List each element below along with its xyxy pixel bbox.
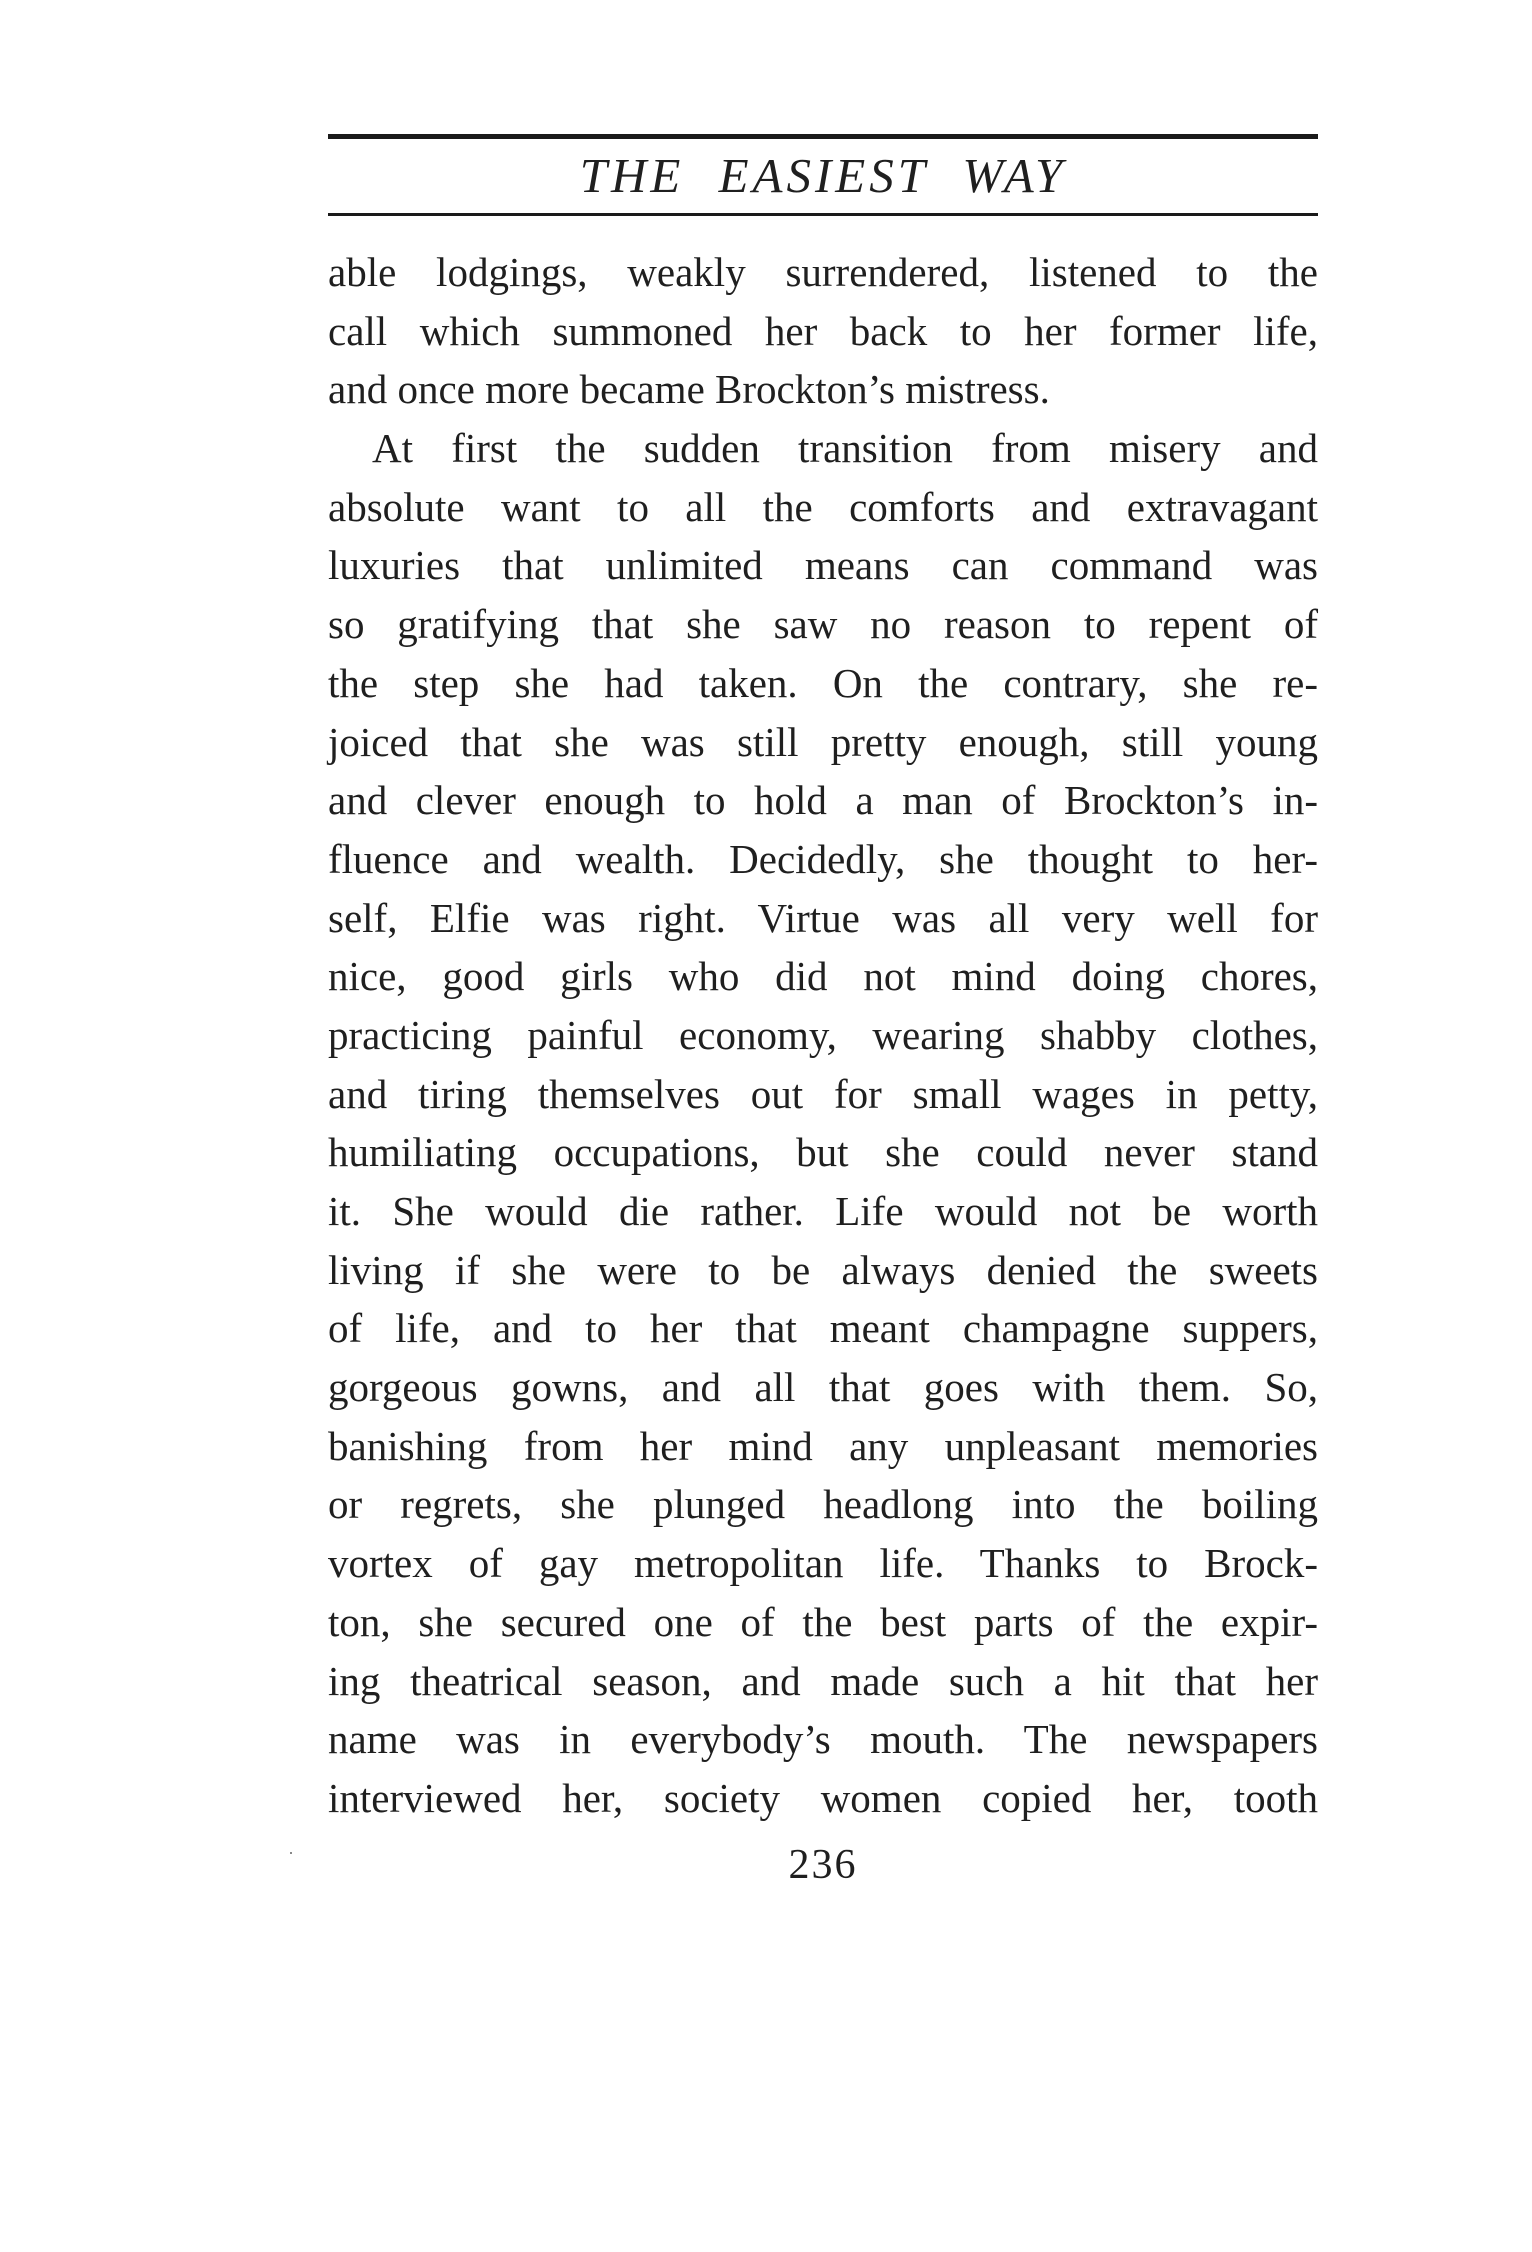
text-line: and once more became Brockton’s mistress. bbox=[328, 366, 1050, 413]
text-line: practicing painful economy, wearing shabby clothes, bbox=[328, 1011, 1318, 1058]
text-line: and tiring themselves out for small wages in petty, bbox=[328, 1070, 1318, 1117]
text-line: able lodgings, weakly surrendered, listened to the bbox=[328, 249, 1318, 295]
text-line: interviewed her, society women copied her, tooth bbox=[328, 1774, 1318, 1821]
text-line: it. She would die rather. Life would not be worth bbox=[328, 1188, 1318, 1234]
text-line: absolute want to all the comforts and extravagant bbox=[328, 483, 1318, 530]
text-line: banishing from her mind any unpleasant memories bbox=[328, 1422, 1318, 1469]
paper-speck bbox=[290, 1852, 292, 1854]
text-line: so gratifying that she saw no reason to repent of bbox=[328, 601, 1318, 648]
text-line: luxuries that unlimited means can command was bbox=[328, 542, 1318, 589]
text-line: fluence and wealth. Decidedly, she thought to her- bbox=[328, 835, 1318, 882]
text-line: the step she had taken. On the contrary, she re- bbox=[328, 659, 1318, 706]
text-line: call which summoned her back to her former life, bbox=[328, 307, 1318, 354]
text-line: vortex of gay metropolitan life. Thanks to Brock- bbox=[328, 1540, 1318, 1587]
text-line: or regrets, she plunged headlong into the boiling bbox=[328, 1481, 1318, 1528]
header-rule-top bbox=[328, 134, 1318, 139]
text-line: humiliating occupations, but she could never stand bbox=[328, 1129, 1318, 1176]
text-line: self, Elfie was right. Virtue was all very well for bbox=[328, 894, 1318, 941]
paragraph-first-line: At first the sudden transition from misery and bbox=[372, 425, 1318, 472]
text-line: joiced that she was still pretty enough, still young bbox=[328, 718, 1318, 765]
text-line: of life, and to her that meant champagne suppers, bbox=[328, 1305, 1318, 1352]
header-rule-bottom bbox=[328, 213, 1318, 216]
text-line: and clever enough to hold a man of Brockton’s in- bbox=[328, 777, 1318, 824]
text-line: name was in everybody’s mouth. The newspapers bbox=[328, 1716, 1318, 1763]
running-head-title: THE EASIEST WAY bbox=[579, 148, 1067, 203]
body-text bbox=[328, 243, 1318, 1828]
page-number: 236 bbox=[788, 1842, 858, 1888]
text-line: nice, good girls who did not mind doing chores, bbox=[328, 953, 1318, 1000]
text-line: gorgeous gowns, and all that goes with them. So, bbox=[328, 1364, 1318, 1411]
text-line: ing theatrical season, and made such a hit that her bbox=[328, 1657, 1318, 1704]
text-line: living if she were to be always denied the sweets bbox=[328, 1246, 1318, 1293]
text-line: ton, she secured one of the best parts of the expir- bbox=[328, 1598, 1318, 1645]
